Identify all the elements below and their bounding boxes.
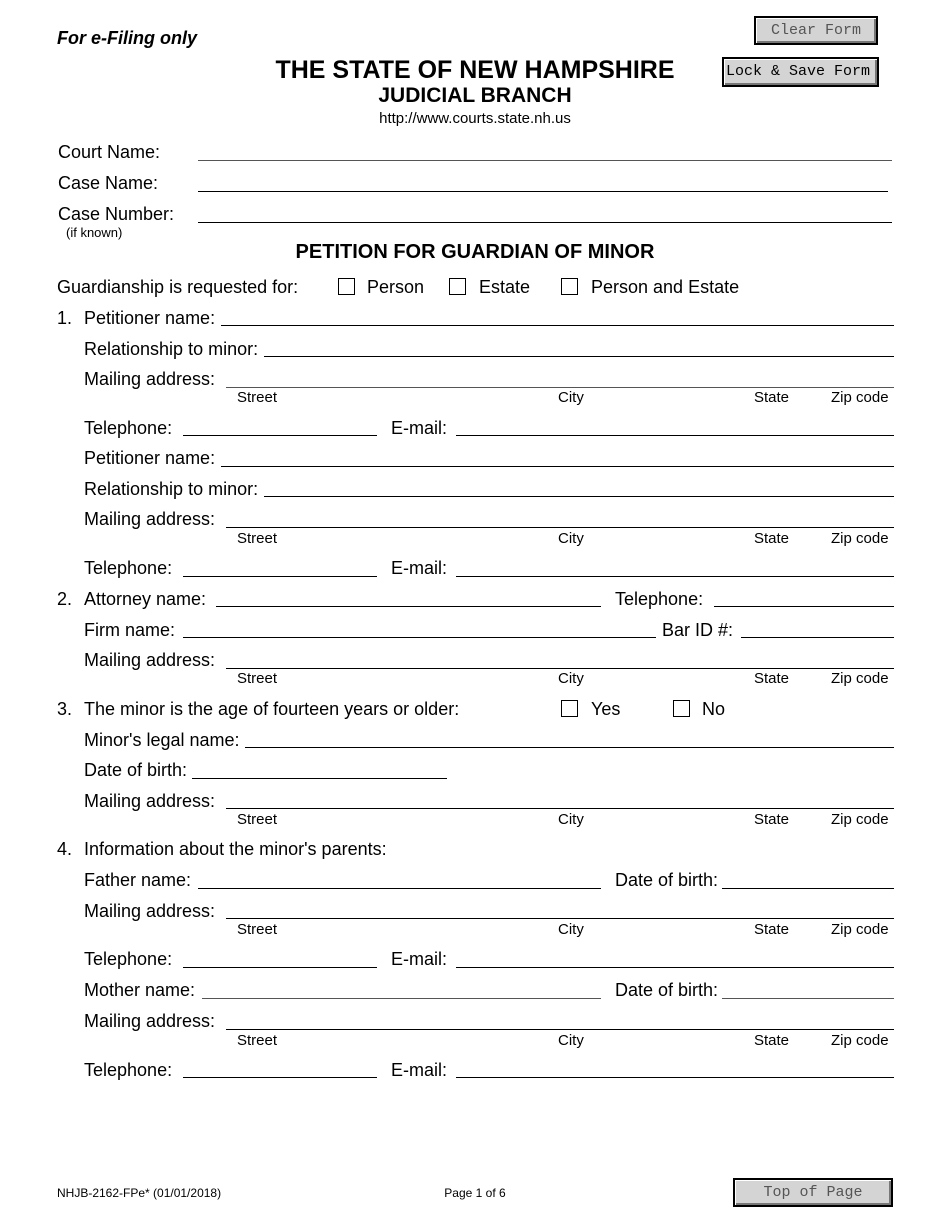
- petitioner-1-relationship-field[interactable]: [264, 356, 894, 357]
- zip-caption: Zip code: [831, 670, 889, 687]
- father-name-label: Father name:: [84, 870, 192, 890]
- mother-dob-label: Date of birth:: [615, 980, 719, 1000]
- petitioner-2-name-field[interactable]: [221, 466, 894, 467]
- branch-title: JUDICIAL BRANCH: [378, 84, 572, 107]
- petitioner-1-mailing-field[interactable]: [226, 387, 894, 388]
- person-option-label: Person: [367, 277, 425, 297]
- mother-mailing-field[interactable]: [226, 1029, 894, 1030]
- father-mailing-field[interactable]: [226, 918, 894, 919]
- mother-email-label: E-mail:: [391, 1060, 448, 1080]
- state-caption: State: [754, 389, 790, 406]
- section-1-number: 1.: [57, 308, 73, 328]
- state-caption: State: [754, 530, 790, 547]
- street-caption: Street: [237, 530, 278, 547]
- street-caption: Street: [237, 921, 278, 938]
- age-yes-label: Yes: [591, 699, 621, 719]
- person-and-estate-checkbox[interactable]: [561, 278, 578, 295]
- city-caption: City: [558, 921, 584, 938]
- street-caption: Street: [237, 389, 278, 406]
- petitioner-1-mailing-label: Mailing address:: [84, 369, 216, 389]
- person-checkbox[interactable]: [338, 278, 355, 295]
- mother-name-label: Mother name:: [84, 980, 196, 1000]
- bar-id-label: Bar ID #:: [662, 620, 734, 640]
- state-caption: State: [754, 921, 790, 938]
- state-title: THE STATE OF NEW HAMPSHIRE: [275, 56, 675, 84]
- firm-name-field[interactable]: [183, 637, 656, 638]
- if-known-note: (if known): [66, 225, 123, 240]
- lock-save-form-button[interactable]: Lock & Save Form: [722, 57, 879, 87]
- section-2-number: 2.: [57, 589, 73, 609]
- street-caption: Street: [237, 1032, 278, 1049]
- person-and-estate-option-label: Person and Estate: [591, 277, 740, 297]
- minor-mailing-field[interactable]: [226, 808, 894, 809]
- estate-option-label: Estate: [479, 277, 531, 297]
- father-dob-field[interactable]: [722, 888, 894, 889]
- case-name-label: Case Name:: [58, 173, 159, 193]
- efiling-note: For e-Filing only: [57, 28, 197, 48]
- state-caption: State: [754, 1032, 790, 1049]
- zip-caption: Zip code: [831, 1032, 889, 1049]
- attorney-telephone-field[interactable]: [714, 606, 894, 607]
- case-number-label: Case Number:: [58, 204, 175, 224]
- petitioner-2-email-label: E-mail:: [391, 558, 448, 578]
- guardianship-label: Guardianship is requested for:: [57, 277, 299, 297]
- state-caption: State: [754, 670, 790, 687]
- petitioner-1-email-label: E-mail:: [391, 418, 448, 438]
- minor-dob-label: Date of birth:: [84, 760, 188, 780]
- father-telephone-field[interactable]: [183, 967, 377, 968]
- mother-name-field[interactable]: [202, 998, 601, 999]
- petitioner-2-email-field[interactable]: [456, 576, 894, 577]
- petitioner-1-name-field[interactable]: [221, 325, 894, 326]
- petitioner-1-name-label: Petitioner name:: [84, 308, 216, 328]
- father-dob-label: Date of birth:: [615, 870, 719, 890]
- clear-form-button[interactable]: Clear Form: [754, 16, 878, 45]
- petitioner-2-mailing-label: Mailing address:: [84, 509, 216, 529]
- petitioner-2-relationship-label: Relationship to minor:: [84, 479, 259, 499]
- city-caption: City: [558, 530, 584, 547]
- attorney-telephone-label: Telephone:: [615, 589, 704, 609]
- petitioner-1-telephone-field[interactable]: [183, 435, 377, 436]
- minor-dob-field[interactable]: [192, 778, 447, 779]
- case-number-field[interactable]: [198, 222, 892, 223]
- age-yes-checkbox[interactable]: [561, 700, 578, 717]
- petitioner-2-relationship-field[interactable]: [264, 496, 894, 497]
- page-number: Page 1 of 6: [444, 1186, 506, 1200]
- court-name-label: Court Name:: [58, 142, 161, 162]
- attorney-mailing-label: Mailing address:: [84, 650, 216, 670]
- minor-age-question: The minor is the age of fourteen years or older:: [84, 699, 460, 719]
- father-telephone-label: Telephone:: [84, 949, 173, 969]
- parents-info-label: Information about the minor's parents:: [84, 839, 387, 859]
- street-caption: Street: [237, 670, 278, 687]
- father-email-field[interactable]: [456, 967, 894, 968]
- father-name-field[interactable]: [198, 888, 601, 889]
- section-4-number: 4.: [57, 839, 73, 859]
- petitioner-2-mailing-field[interactable]: [226, 527, 894, 528]
- bar-id-field[interactable]: [741, 637, 894, 638]
- zip-caption: Zip code: [831, 811, 889, 828]
- section-3-number: 3.: [57, 699, 73, 719]
- petitioner-2-telephone-field[interactable]: [183, 576, 377, 577]
- mother-email-field[interactable]: [456, 1077, 894, 1078]
- minor-legal-name-label: Minor's legal name:: [84, 730, 240, 750]
- city-caption: City: [558, 811, 584, 828]
- attorney-mailing-field[interactable]: [226, 668, 894, 669]
- age-no-label: No: [702, 699, 726, 719]
- estate-checkbox[interactable]: [449, 278, 466, 295]
- city-caption: City: [558, 389, 584, 406]
- city-caption: City: [558, 670, 584, 687]
- minor-legal-name-field[interactable]: [245, 747, 894, 748]
- petitioner-1-telephone-label: Telephone:: [84, 418, 173, 438]
- mother-telephone-label: Telephone:: [84, 1060, 173, 1080]
- zip-caption: Zip code: [831, 389, 889, 406]
- age-no-checkbox[interactable]: [673, 700, 690, 717]
- form-title: PETITION FOR GUARDIAN OF MINOR: [295, 241, 655, 263]
- state-caption: State: [754, 811, 790, 828]
- father-mailing-label: Mailing address:: [84, 901, 216, 921]
- mother-mailing-label: Mailing address:: [84, 1011, 216, 1031]
- mother-dob-field[interactable]: [722, 998, 894, 999]
- mother-telephone-field[interactable]: [183, 1077, 377, 1078]
- city-caption: City: [558, 1032, 584, 1049]
- firm-name-label: Firm name:: [84, 620, 176, 640]
- case-name-field[interactable]: [198, 191, 888, 192]
- street-caption: Street: [237, 811, 278, 828]
- petitioner-1-email-field[interactable]: [456, 435, 894, 436]
- top-of-page-button[interactable]: Top of Page: [733, 1178, 893, 1207]
- court-name-field[interactable]: [198, 160, 892, 161]
- form-id: NHJB-2162-FPe* (01/01/2018): [57, 1186, 222, 1200]
- petitioner-2-telephone-label: Telephone:: [84, 558, 173, 578]
- zip-caption: Zip code: [831, 921, 889, 938]
- zip-caption: Zip code: [831, 530, 889, 547]
- court-url: http://www.courts.state.nh.us: [379, 110, 571, 127]
- minor-mailing-label: Mailing address:: [84, 791, 216, 811]
- attorney-name-label: Attorney name:: [84, 589, 207, 609]
- father-email-label: E-mail:: [391, 949, 448, 969]
- attorney-name-field[interactable]: [216, 606, 601, 607]
- petitioner-2-name-label: Petitioner name:: [84, 448, 216, 468]
- petitioner-1-relationship-label: Relationship to minor:: [84, 339, 259, 359]
